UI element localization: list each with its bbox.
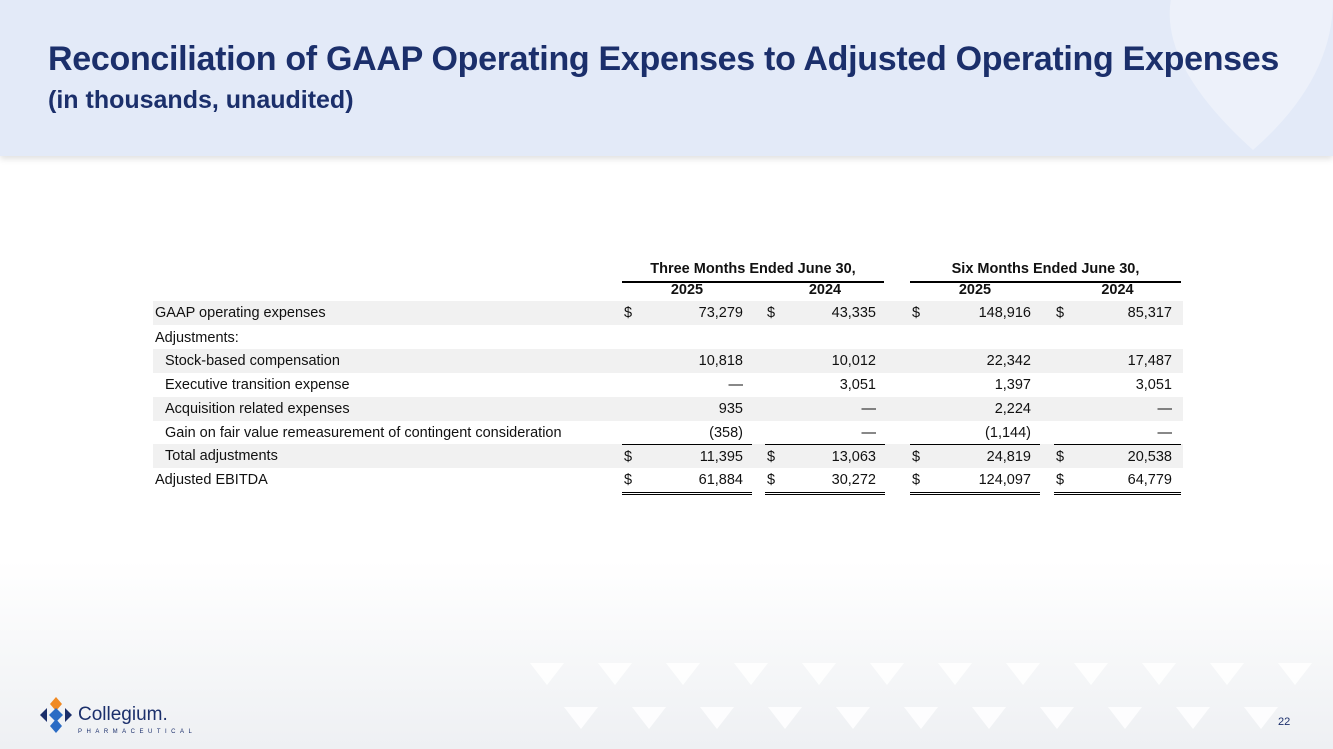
chevron-pattern-decoration (520, 655, 1333, 749)
table-cell (910, 397, 1040, 421)
page-subtitle: (in thousands, unaudited) (48, 86, 354, 114)
cell-value: 64,779 (1127, 472, 1172, 488)
currency-symbol: $ (767, 449, 776, 465)
cell-value: 10,012 (831, 353, 876, 369)
row-label: Adjustments: (155, 330, 239, 346)
cell-value: 73,279 (698, 305, 743, 321)
table-cell (910, 373, 1040, 397)
currency-symbol: $ (1056, 305, 1065, 321)
row-label: Total adjustments (165, 448, 278, 464)
currency-symbol: $ (1056, 449, 1065, 465)
table-row (153, 349, 1183, 373)
cell-value: 20,538 (1127, 449, 1172, 465)
cell-value: 935 (718, 401, 743, 417)
cell-value: (1,144) (985, 425, 1031, 441)
table-row (153, 444, 1183, 468)
group-header-three-months: Three Months Ended June 30, (622, 259, 884, 283)
table-cell (622, 301, 752, 325)
currency-symbol: $ (767, 305, 776, 321)
table-row (153, 468, 1183, 492)
table-cell (910, 444, 1040, 469)
table-cell (622, 397, 752, 421)
table-cell (1054, 468, 1181, 495)
cell-value: 13,063 (831, 449, 876, 465)
table-cell (910, 421, 1040, 445)
row-label: Adjusted EBITDA (155, 472, 268, 488)
cell-value: — (861, 401, 876, 417)
table-cell (765, 397, 885, 421)
cell-value: 3,051 (839, 377, 876, 393)
currency-symbol: $ (624, 472, 633, 488)
table-cell (765, 326, 885, 350)
table-cell (765, 301, 885, 325)
cell-value: 61,884 (698, 472, 743, 488)
table-cell (622, 373, 752, 397)
cell-value: 148,916 (978, 305, 1031, 321)
table-cell (765, 373, 885, 397)
cell-value: 1,397 (994, 377, 1031, 393)
table-row (153, 397, 1183, 421)
table-cell (910, 301, 1040, 325)
table-cell (1054, 397, 1181, 421)
cell-value: — (861, 425, 876, 441)
table-cell (622, 421, 752, 445)
year-header: 2024 (765, 282, 885, 303)
cell-value: 11,395 (699, 449, 743, 465)
table-cell (1054, 421, 1181, 445)
table-cell (622, 468, 752, 495)
cell-value: 24,819 (986, 449, 1031, 465)
cell-value: — (1157, 401, 1172, 417)
group-header-six-months: Six Months Ended June 30, (910, 259, 1181, 283)
table-cell (765, 468, 885, 495)
currency-symbol: $ (624, 305, 633, 321)
row-label: Executive transition expense (165, 377, 350, 393)
table-row (153, 373, 1183, 397)
cell-value: — (1157, 425, 1172, 441)
table-cell (765, 349, 885, 373)
currency-symbol: $ (912, 305, 921, 321)
table-cell (910, 349, 1040, 373)
table-row (153, 301, 1183, 325)
table-row (153, 326, 1183, 350)
table-cell (622, 326, 752, 350)
table-cell (1054, 326, 1181, 350)
logo-tagline: PHARMACEUTICAL (78, 729, 197, 735)
cell-value: — (728, 377, 743, 393)
cell-value: 30,272 (831, 472, 876, 488)
table-cell (1054, 444, 1181, 469)
year-header: 2025 (622, 282, 752, 303)
currency-symbol: $ (1056, 472, 1065, 488)
table-cell (910, 468, 1040, 495)
table-cell (1054, 301, 1181, 325)
cell-value: (358) (709, 425, 743, 441)
cell-value: 17,487 (1127, 353, 1172, 369)
table-row (153, 421, 1183, 445)
table-cell (910, 326, 1040, 350)
page-number: 22 (1278, 716, 1291, 728)
table-cell (622, 444, 752, 469)
table-cell (1054, 349, 1181, 373)
cell-value: 124,097 (978, 472, 1031, 488)
table-cell (1054, 373, 1181, 397)
year-header: 2025 (910, 282, 1040, 303)
row-label: GAAP operating expenses (155, 305, 326, 321)
page-title: Reconciliation of GAAP Operating Expenses to Adjusted Operating Expenses (48, 40, 1279, 78)
cell-value: 2,224 (994, 401, 1031, 417)
currency-symbol: $ (912, 449, 921, 465)
cell-value: 85,317 (1127, 305, 1172, 321)
currency-symbol: $ (912, 472, 921, 488)
currency-symbol: $ (767, 472, 776, 488)
cell-value: 43,335 (831, 305, 876, 321)
row-label: Stock-based compensation (165, 353, 340, 369)
row-label: Gain on fair value remeasurement of contingent consideration (165, 425, 562, 441)
cell-value: 22,342 (986, 353, 1031, 369)
table-cell (622, 349, 752, 373)
year-header: 2024 (1054, 282, 1181, 303)
row-label: Acquisition related expenses (165, 401, 350, 417)
table-cell (765, 421, 885, 445)
cell-value: 10,818 (698, 353, 743, 369)
table-cell (765, 444, 885, 469)
currency-symbol: $ (624, 449, 633, 465)
cell-value: 3,051 (1135, 377, 1172, 393)
logo-wordmark: Collegium. (78, 704, 168, 725)
collegium-logo-icon (36, 695, 76, 735)
